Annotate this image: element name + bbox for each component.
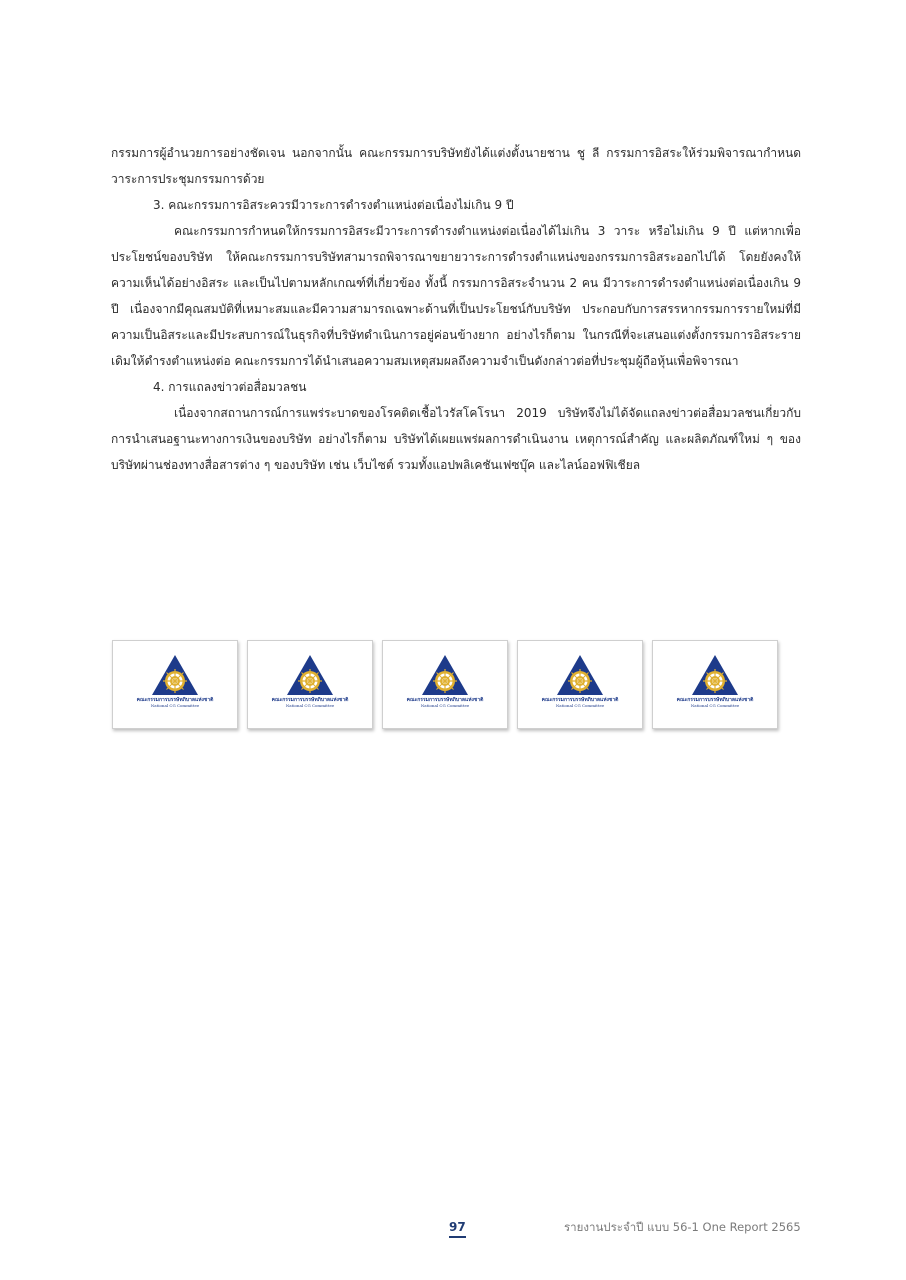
cg-logo-row [112,640,778,730]
cg-logo-text-th: คณะกรรมการบรรษัทภิบาลแห่งชาติ [406,697,484,703]
cg-committee-logo-icon [556,654,604,696]
cg-logo-card [652,640,778,729]
document-body [111,140,801,478]
item3-heading: 3. คณะกรรมการอิสระควรมีวาระการดำรงตำแหน่งต่อเนื่องไม่เกิน 9 ปี [153,198,514,212]
cg-logo-text-en: National CG Committee [420,703,470,708]
cg-logo-text-en: National CG Committee [555,703,605,708]
report-title: รายงานประจำปี แบบ 56-1 One Report 2565 [564,1220,801,1234]
cg-logo-text-en: National CG Committee [690,703,740,708]
cg-committee-logo-icon [421,654,469,696]
cg-logo-card [382,640,508,729]
cg-logo-text-th: คณะกรรมการบรรษัทภิบาลแห่งชาติ [271,697,349,703]
cg-logo-text-en: National CG Committee [150,703,200,708]
page-number: 97 [449,1220,466,1238]
cg-logo-text-en: National CG Committee [285,703,335,708]
item3-body: คณะกรรมการกำหนดให้กรรมการอิสระมีวาระการดำรงตำแหน่งต่อเนื่องได้ไม่เกิน 3 วาระ หรือไม่เกิน 9 ปี แต่หากเพื่อประโยชน์ของบริษัท ให้คณะกรรมการบริษัทสามารถพิจารณาขยายวาระการดำรงตำแหน่งของกรรมการอิสระออกไปได้ โดยยังคงให้ความเห็นได้อย่างอิสระ และเป็นไปตามหลักเกณฑ์ที่เกี่ยวข้อง ทั้งนี้ กรรมการอิสระจำนวน 2 คน มีวาระการดำรงตำแหน่งต่อเนื่องเกิน 9 ปี เนื่องจากมีคุณสมบัติที่เหมาะสมและมีความสามารถเฉพาะด้านที่เป็นประโยชน์กับบริษัท ประกอบกับการสรรหากรรมการรายใหม่ที่มีความเป็นอิสระและมีประสบการณ์ในธุรกิจที่บริษัทดำเนินการอยู่ค่อนข้างยาก อย่างไรก็ตาม ในกรณีที่จะเสนอแต่งตั้งกรรมการอิสระรายเดิมให้ดำรงตำแหน่งต่อ คณะกรรมการได้นำเสนอความสมเหตุสมผลถึงความจำเป็นดังกล่าวต่อที่ประชุมผู้ถือหุ้นเพื่อพิจารณา [111,224,801,368]
intro-paragraph: กรรมการผู้อำนวยการอย่างชัดเจน นอกจากนั้น คณะกรรมการบริษัทยังได้แต่งตั้งนายชาน ชู ลี กรรมการอิสระให้ร่วมพิจารณากำหนดวาระการประชุมกรรมการด้วย [111,146,801,186]
item4-body: เนื่องจากสถานการณ์การแพร่ระบาดของโรคติดเชื้อไวรัสโคโรนา 2019 บริษัทจึงไม่ได้จัดแถลงข่าวต่อสื่อมวลชนเกี่ยวกับการนำเสนอฐานะทางการเงินของบริษัท อย่างไรก็ตาม บริษัทได้เผยแพร่ผลการดำเนินงาน เหตุการณ์สำคัญ และผลิตภัณฑ์ใหม่ ๆ ของบริษัทผ่านช่องทางสื่อสารต่าง ๆ ของบริษัท เช่น เว็บไซต์ รวมทั้งแอปพลิเคชันเฟซบุ๊ค และไลน์ออฟฟิเชียล [111,406,801,472]
cg-logo-card [112,640,238,729]
item4-heading: 4. การแถลงข่าวต่อสื่อมวลชน [153,380,307,394]
cg-committee-logo-icon [151,654,199,696]
page-footer [0,1216,906,1240]
cg-committee-logo-icon [286,654,334,696]
cg-logo-text-th: คณะกรรมการบรรษัทภิบาลแห่งชาติ [136,697,214,703]
cg-logo-card [247,640,373,729]
cg-committee-logo-icon [691,654,739,696]
cg-logo-text-th: คณะกรรมการบรรษัทภิบาลแห่งชาติ [541,697,619,703]
cg-logo-card [517,640,643,729]
cg-logo-text-th: คณะกรรมการบรรษัทภิบาลแห่งชาติ [676,697,754,703]
